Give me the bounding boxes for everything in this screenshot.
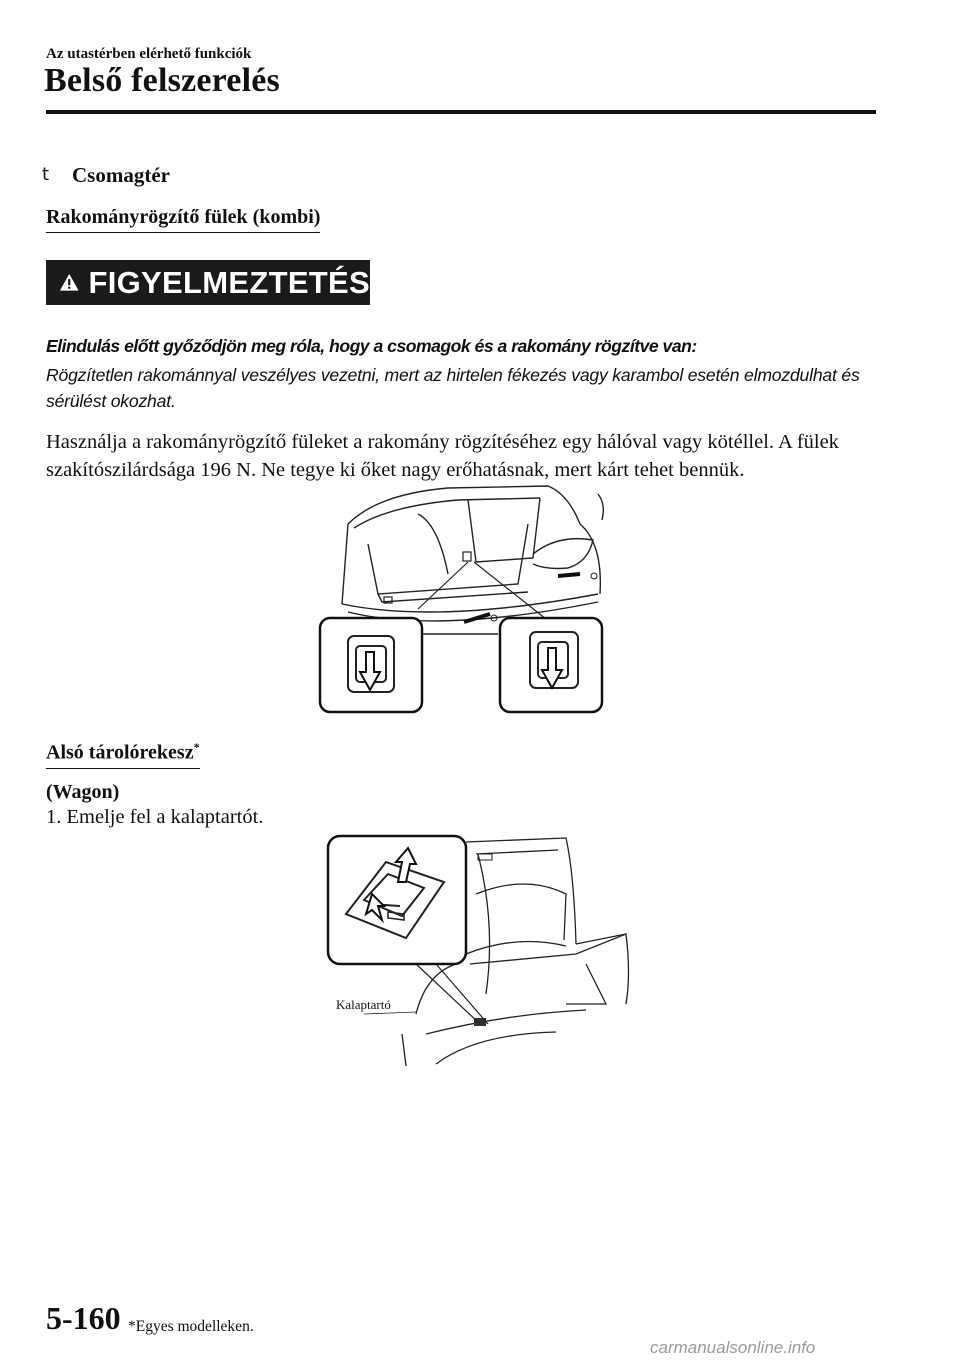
figure-label-tonneau: Kalaptartó bbox=[336, 997, 391, 1012]
subsection-lower-storage-title bbox=[46, 740, 200, 769]
warning-label: FIGYELMEZTETÉS bbox=[88, 264, 370, 300]
tonneau-cover-illustration bbox=[326, 834, 636, 1066]
cargo-hooks-illustration bbox=[318, 484, 608, 716]
subsection-lower-storage-text: Alsó tárolórekesz bbox=[46, 741, 194, 764]
warning-icon bbox=[60, 269, 79, 296]
body-paragraph: Használja a rakományrögzítő füleket a rakomány rögzítéséhez egy hálóval vagy kötéllel. A fülek szakítószilárdsága 196 N. Ne tegye ki őket nagy erőhatásnak, mert kárt tehet bennük. bbox=[46, 431, 839, 481]
page-title: Belső felszerelés bbox=[44, 62, 280, 99]
wagon-label: (Wagon) bbox=[46, 781, 120, 803]
subsection-cargo-hooks-title: Rakományrögzítő fülek (kombi) bbox=[46, 206, 320, 233]
header-rule bbox=[46, 110, 876, 114]
page-number: 5-160 bbox=[46, 1300, 121, 1336]
warning-banner bbox=[46, 260, 370, 305]
chapter-title: Az utastérben elérhető funkciók bbox=[46, 46, 252, 62]
step-1: 1. Emelje fel a kalaptartót. bbox=[46, 806, 264, 828]
watermark: carmanualsonline.info bbox=[650, 1338, 816, 1357]
section-marker: t bbox=[42, 164, 50, 185]
warning-bold-line: Elindulás előtt győződjön meg róla, hogy a csomagok és a rakomány rögzítve van: bbox=[46, 336, 697, 356]
footnote: *Egyes modelleken. bbox=[128, 1318, 254, 1335]
section-title: Csomagtér bbox=[72, 163, 170, 187]
warning-body: Rögzítetlen rakománnyal veszélyes vezetni, mert az hirtelen fékezés vagy karambol esetén elmozdulhat és sérülést okozhat. bbox=[46, 365, 860, 411]
model-asterisk: * bbox=[193, 740, 200, 754]
